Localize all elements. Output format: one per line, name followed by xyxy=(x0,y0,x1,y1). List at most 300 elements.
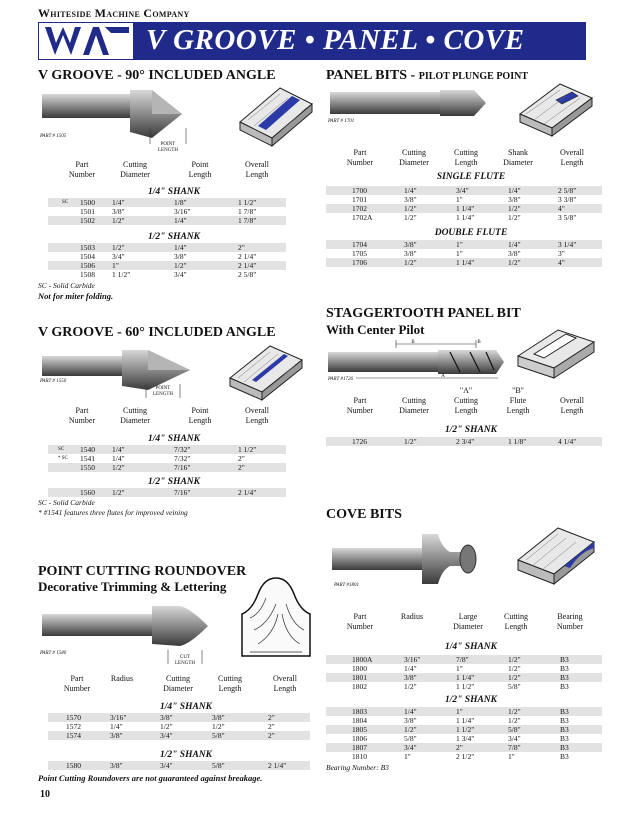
cove-cell-ld: 2" xyxy=(456,743,463,752)
pcr-cell-part: 1572 xyxy=(66,722,81,731)
stagger-cell-cd: 1/2" xyxy=(404,437,417,446)
stagger-title: STAGGERTOOTH PANEL BIT xyxy=(326,306,521,321)
table-row xyxy=(48,761,310,770)
vg90-cell-pl: 3/4" xyxy=(174,270,187,279)
vg60-cell-part: 1560 xyxy=(80,488,95,497)
cove-cell-cl: 3/4" xyxy=(508,734,521,743)
cove-cell-cl: 1/2" xyxy=(508,673,521,682)
company-logo xyxy=(38,22,134,60)
vg60-col-header-line: Number xyxy=(68,416,96,425)
stagger-col-header-line: "B" xyxy=(512,386,524,395)
stagger-col-header-line: Number xyxy=(346,406,374,415)
table-row xyxy=(326,707,602,716)
pcr-dim-label: CUT LENGTH xyxy=(175,655,195,666)
table-row xyxy=(326,655,602,664)
pcr-col-header-line: Cutting xyxy=(217,674,242,683)
page-number: 10 xyxy=(40,789,50,800)
table-row xyxy=(48,488,286,497)
vg90-cell-cd: 1/2" xyxy=(112,243,125,252)
cove-group-label: 1/4" SHANK xyxy=(445,642,497,652)
cove-cell-ld: 1 1/2" xyxy=(456,725,475,734)
vg90-col-header-line: Length xyxy=(245,170,269,179)
pcr-col-header xyxy=(154,674,202,694)
cove-cell-part: 1800 xyxy=(352,664,367,673)
vg90-cell-ol: 2 5/8" xyxy=(238,270,257,279)
vg90-note: Not for miter folding. xyxy=(38,291,114,301)
pcr-col-header xyxy=(260,674,310,694)
vg90-cell-pl: 3/8" xyxy=(174,252,187,261)
panel-cell-part: 1700 xyxy=(352,186,367,195)
panel-cell-cd: 3/8" xyxy=(404,240,417,249)
vg60-cell-part: 1541 xyxy=(80,454,95,463)
vg90-col-header-line: Part xyxy=(75,160,89,169)
table-row xyxy=(326,716,602,725)
page-title: V GROOVE • PANEL • COVE xyxy=(146,24,525,56)
vg60-col-header-line: Cutting xyxy=(122,406,147,415)
pcr-col-header xyxy=(102,674,142,684)
pcr-cell-r: 3/8" xyxy=(110,731,123,740)
panel-cell-cl: 1 1/4" xyxy=(456,258,475,267)
panel-bit-image xyxy=(328,86,488,122)
vg60-cell-pl: 7/16" xyxy=(174,463,191,472)
table-row xyxy=(48,445,286,454)
cove-cell-cl: 1" xyxy=(508,752,515,761)
title-banner xyxy=(38,22,586,60)
pcr-col-header-line: Radius xyxy=(110,674,134,683)
cove-cell-bn: B3 xyxy=(560,655,569,664)
cove-cell-part: 1806 xyxy=(352,734,367,743)
cove-cell-bn: B3 xyxy=(560,743,569,752)
vg90-cell-ol: 1 7/8" xyxy=(238,216,257,225)
vg90-cell-part: 1501 xyxy=(80,207,95,216)
table-row xyxy=(326,752,602,761)
cove-cell-ld: 1 1/4" xyxy=(456,716,475,725)
table-row xyxy=(326,204,602,213)
vg60-col-header xyxy=(178,406,222,426)
table-row xyxy=(326,682,602,691)
stagger-cell-ol: 4 1/4" xyxy=(558,437,577,446)
panel-col-header xyxy=(392,148,436,168)
cove-col-header xyxy=(496,612,536,632)
panel-col-header-line: Diameter xyxy=(503,158,533,167)
pcr-col-header-line: Length xyxy=(218,684,242,693)
vg60-cell-ol: 1 1/2" xyxy=(238,445,257,454)
cove-col-header-line: Length xyxy=(504,622,528,631)
panel-cell-sd: 3/8" xyxy=(508,249,521,258)
panel-col-header xyxy=(548,148,596,168)
panel-cell-part: 1705 xyxy=(352,249,367,258)
table-row xyxy=(326,743,602,752)
vg60-note: * #1541 features three flutes for improved veining xyxy=(38,508,188,517)
stagger-cell-b: 1 1/8" xyxy=(508,437,527,446)
cove-cell-bn: B3 xyxy=(560,673,569,682)
pcr-col-header xyxy=(62,674,92,694)
pcr-workpiece-image xyxy=(238,574,314,660)
pcr-subtitle: Decorative Trimming & Lettering xyxy=(38,579,227,594)
cove-note: Bearing Number: B3 xyxy=(326,763,389,772)
cove-cell-ld: 1 1/2" xyxy=(456,682,475,691)
panel-cell-sd: 1/2" xyxy=(508,258,521,267)
stagger-col-header-line: Diameter xyxy=(399,406,429,415)
vg90-col-header xyxy=(178,160,222,180)
stagger-col-header-line: Length xyxy=(454,406,478,415)
table-row xyxy=(326,664,602,673)
table-row xyxy=(48,252,286,261)
stagger-col-header xyxy=(444,386,488,416)
panel-workpiece-image xyxy=(516,78,596,142)
panel-cell-ol: 3 5/8" xyxy=(558,213,577,222)
panel-cell-cl: 1" xyxy=(456,240,463,249)
vg90-workpiece-image xyxy=(236,80,316,150)
vg90-cell-ol: 2 1/4" xyxy=(238,252,257,261)
table-row xyxy=(48,722,310,731)
vg90-col-header-line: Number xyxy=(68,170,96,179)
cove-cell-ld: 1 1/4" xyxy=(456,673,475,682)
cove-cell-ld: 1" xyxy=(456,707,463,716)
vg90-note: SC - Solid Carbide xyxy=(38,281,95,290)
vg60-col-header xyxy=(62,406,102,426)
cove-cell-part: 1802 xyxy=(352,682,367,691)
pcr-col-header-line: Number xyxy=(63,684,91,693)
vg90-cell-ol: 1 7/8" xyxy=(238,207,257,216)
vg90-group-label: 1/4" SHANK xyxy=(148,187,200,197)
vg90-cell-cd: 1" xyxy=(112,261,119,270)
cove-cell-cl: 5/8" xyxy=(508,725,521,734)
vg90-cell-part: 1508 xyxy=(80,270,95,279)
panel-col-header-line: Diameter xyxy=(399,158,429,167)
panel-cell-cl: 3/4" xyxy=(456,186,469,195)
cove-cell-r: 3/8" xyxy=(404,716,417,725)
stagger-col-header-line: Part xyxy=(353,396,367,405)
cove-cell-r: 1/2" xyxy=(404,725,417,734)
cove-col-header-line: Part xyxy=(353,612,367,621)
panel-cell-cl: 1 1/4" xyxy=(456,213,475,222)
cove-cell-bn: B3 xyxy=(560,752,569,761)
pcr-cell-part: 1574 xyxy=(66,731,81,740)
cove-workpiece-image xyxy=(514,522,598,588)
vg60-cell-ol: 2 1/4" xyxy=(238,488,257,497)
vg60-part-label: PART # 1550 xyxy=(40,379,67,384)
cove-title: COVE BITS xyxy=(326,507,402,522)
panel-cell-ol: 4" xyxy=(558,258,565,267)
panel-cell-sd: 3/8" xyxy=(508,195,521,204)
cove-col-header xyxy=(340,612,380,632)
cove-cell-cl: 7/8" xyxy=(508,743,521,752)
vg90-group-label: 1/2" SHANK xyxy=(148,232,200,242)
panel-cell-sd: 1/4" xyxy=(508,240,521,249)
vg60-col-header-line: Length xyxy=(188,416,212,425)
stagger-subtitle: With Center Pilot xyxy=(326,322,425,337)
pcr-group-label: 1/2" SHANK xyxy=(160,750,212,760)
vg60-group-label: 1/2" SHANK xyxy=(148,477,200,487)
panel-col-header xyxy=(444,148,488,168)
panel-cell-ol: 3 1/4" xyxy=(558,240,577,249)
cove-cell-ld: 1 3/4" xyxy=(456,734,475,743)
vg90-cell-part: 1500 xyxy=(80,198,95,207)
stagger-part-label: PART #1726 xyxy=(328,377,353,382)
vg90-cell-cd: 1/2" xyxy=(112,216,125,225)
stagger-dim-b2: B xyxy=(477,340,481,345)
vg90-title: V GROOVE - 90° INCLUDED ANGLE xyxy=(38,68,276,83)
stagger-col-header xyxy=(548,396,596,416)
vg60-col-header-line: Length xyxy=(245,416,269,425)
table-row xyxy=(326,240,602,249)
stagger-group-label: 1/2" SHANK xyxy=(445,425,497,435)
panel-cell-sd: 1/4" xyxy=(508,186,521,195)
cove-col-header xyxy=(392,612,432,622)
pcr-cell-r: 3/8" xyxy=(110,761,123,770)
panel-group-label: SINGLE FLUTE xyxy=(436,172,506,182)
vg90-cell-pl: 3/16" xyxy=(174,207,191,216)
panel-col-header-line: Length xyxy=(454,158,478,167)
panel-col-header-line: Length xyxy=(560,158,584,167)
vg90-col-header-line: Diameter xyxy=(120,170,150,179)
stagger-col-header-line: Overall xyxy=(560,396,584,405)
panel-cell-cd: 1/2" xyxy=(404,204,417,213)
pcr-part-label: PART # 1580 xyxy=(40,651,67,656)
vg90-col-header xyxy=(232,160,282,180)
panel-cell-ol: 4" xyxy=(558,204,565,213)
pcr-col-header-line: Diameter xyxy=(163,684,193,693)
vg60-col-header-line: Part xyxy=(75,406,89,415)
table-row xyxy=(48,463,286,472)
panel-cell-ol: 2 5/8" xyxy=(558,186,577,195)
panel-col-header-line: Cutting xyxy=(401,148,426,157)
company-name: Whiteside Machine Company xyxy=(38,6,190,20)
stagger-col-header xyxy=(496,386,540,416)
vg90-cell-pl: 1/4" xyxy=(174,243,187,252)
table-row xyxy=(48,243,286,252)
table-row xyxy=(48,198,286,207)
vg90-cell-pl: 1/2" xyxy=(174,261,187,270)
panel-cell-sd: 1/2" xyxy=(508,204,521,213)
vg90-col-header xyxy=(62,160,102,180)
stagger-cell-a: 2 3/4" xyxy=(456,437,475,446)
cove-cell-part: 1810 xyxy=(352,752,367,761)
pcr-col-header-line: Part xyxy=(70,674,84,683)
pcr-cell-cl: 3/8" xyxy=(212,713,225,722)
table-row xyxy=(326,195,602,204)
panel-cell-cd: 3/8" xyxy=(404,195,417,204)
vg90-cell-cd: 1/4" xyxy=(112,198,125,207)
panel-col-header-line: Part xyxy=(353,148,367,157)
panel-part-label: PART # 1701 xyxy=(328,119,355,124)
panel-cell-ol: 3" xyxy=(558,249,565,258)
vg60-cell-sc: SC xyxy=(58,447,65,452)
vg60-col-header-line: Overall xyxy=(245,406,269,415)
cove-cell-r: 1/2" xyxy=(404,682,417,691)
panel-cell-part: 1706 xyxy=(352,258,367,267)
panel-col-header-line: Overall xyxy=(560,148,584,157)
panel-col-header-line: Cutting xyxy=(453,148,478,157)
panel-cell-cd: 1/2" xyxy=(404,213,417,222)
cove-cell-cl: 5/8" xyxy=(508,682,521,691)
vg60-group-label: 1/4" SHANK xyxy=(148,434,200,444)
panel-group-label: DOUBLE FLUTE xyxy=(434,228,508,238)
pcr-group-label: 1/4" SHANK xyxy=(160,702,212,712)
table-row xyxy=(326,213,602,222)
vg60-cell-part: 1550 xyxy=(80,463,95,472)
pcr-cell-cd: 3/4" xyxy=(160,731,173,740)
table-row xyxy=(48,261,286,270)
cove-group-label: 1/2" SHANK xyxy=(445,695,497,705)
panel-cell-cl: 1 1/4" xyxy=(456,204,475,213)
cove-cell-cl: 1/2" xyxy=(508,707,521,716)
pcr-cell-cl: 1/2" xyxy=(212,722,225,731)
panel-cell-part: 1702 xyxy=(352,204,367,213)
pcr-cell-cd: 3/4" xyxy=(160,761,173,770)
table-row xyxy=(48,207,286,216)
vg60-title: V GROOVE - 60° INCLUDED ANGLE xyxy=(38,325,276,340)
cove-cell-part: 1807 xyxy=(352,743,367,752)
vg60-cell-pl: 7/32" xyxy=(174,454,191,463)
vg90-cell-pl: 1/8" xyxy=(174,198,187,207)
vg60-cell-cd: 1/4" xyxy=(112,445,125,454)
vg90-cell-part: 1506 xyxy=(80,261,95,270)
table-row xyxy=(326,186,602,195)
vg90-part-label: PART # 1505 xyxy=(40,134,67,139)
table-row xyxy=(48,713,310,722)
cove-part-label: PART #1801 xyxy=(334,583,359,588)
table-row xyxy=(326,673,602,682)
table-row xyxy=(326,249,602,258)
cove-cell-cl: 1/2" xyxy=(508,716,521,725)
vg90-col-header xyxy=(110,160,160,180)
vg60-cell-cd: 1/4" xyxy=(112,454,125,463)
cove-cell-r: 3/4" xyxy=(404,743,417,752)
vg90-cell-part: 1504 xyxy=(80,252,95,261)
cove-cell-cl: 1/2" xyxy=(508,664,521,673)
table-row xyxy=(326,437,602,446)
vg60-dim-label: POINT LENGTH xyxy=(153,386,173,397)
pcr-cell-cd: 1/2" xyxy=(160,722,173,731)
vg90-col-header-line: Point xyxy=(191,160,209,169)
cove-cell-part: 1803 xyxy=(352,707,367,716)
stagger-col-header-line: "A" xyxy=(459,386,473,395)
pcr-col-header-line: Length xyxy=(273,684,297,693)
pcr-title: POINT CUTTING ROUNDOVER xyxy=(38,564,247,579)
panel-cell-cd: 1/2" xyxy=(404,258,417,267)
cove-col-header-line: Number xyxy=(346,622,374,631)
table-row xyxy=(326,258,602,267)
cove-cell-r: 3/16" xyxy=(404,655,421,664)
cove-cell-ld: 7/8" xyxy=(456,655,469,664)
cove-col-header-line: Large xyxy=(458,612,478,621)
panel-cell-part: 1701 xyxy=(352,195,367,204)
panel-title: PANEL BITS - PILOT PLUNGE POINT xyxy=(326,68,528,83)
cove-col-header-line: Radius xyxy=(400,612,424,621)
pcr-bit-image xyxy=(40,600,210,654)
panel-cell-part: 1704 xyxy=(352,240,367,249)
vg60-cell-sc: * SC xyxy=(58,456,68,461)
cove-cell-ld: 2 1/2" xyxy=(456,752,475,761)
vg60-cell-part: 1540 xyxy=(80,445,95,454)
cove-cell-r: 3/8" xyxy=(404,673,417,682)
vg90-cell-ol: 1 1/2" xyxy=(238,198,257,207)
cove-cell-bn: B3 xyxy=(560,725,569,734)
pcr-col-header-line: Overall xyxy=(273,674,297,683)
cove-col-header-line: Diameter xyxy=(453,622,483,631)
vg60-col-header xyxy=(110,406,160,426)
pcr-cell-ol: 2 1/4" xyxy=(268,761,287,770)
vg90-cell-sc: SC xyxy=(62,200,69,205)
stagger-bit-image xyxy=(326,340,506,380)
cove-col-header xyxy=(444,612,492,632)
cove-cell-part: 1805 xyxy=(352,725,367,734)
vg60-note: SC - Solid Carbide xyxy=(38,498,95,507)
panel-col-header-line: Number xyxy=(346,158,374,167)
panel-col-header xyxy=(496,148,540,168)
panel-cell-cl: 1" xyxy=(456,249,463,258)
table-row xyxy=(48,731,310,740)
stagger-col-header xyxy=(392,396,436,416)
pcr-cell-part: 1570 xyxy=(66,713,81,722)
vg60-col-header-line: Diameter xyxy=(120,416,150,425)
stagger-col-header-line: Cutting xyxy=(453,396,478,405)
stagger-dim-b1: B xyxy=(411,340,415,345)
panel-col-header-line: Shank xyxy=(508,148,528,157)
stagger-col-header-line: Flute xyxy=(509,396,527,405)
pcr-cell-ol: 2" xyxy=(268,731,275,740)
panel-cell-sd: 1/2" xyxy=(508,213,521,222)
vg90-dim-label: POINT LENGTH xyxy=(158,142,178,153)
stagger-col-header-line: Cutting xyxy=(401,396,426,405)
cove-cell-part: 1804 xyxy=(352,716,367,725)
pcr-cell-r: 1/4" xyxy=(110,722,123,731)
vg60-workpiece-image xyxy=(226,338,306,404)
table-row xyxy=(48,216,286,225)
vg60-col-header xyxy=(232,406,282,426)
cove-col-header xyxy=(546,612,594,632)
table-row xyxy=(48,270,286,279)
pcr-cell-r: 3/16" xyxy=(110,713,127,722)
table-row xyxy=(48,454,286,463)
pcr-cell-cl: 5/8" xyxy=(212,761,225,770)
cove-cell-r: 1" xyxy=(404,752,411,761)
pcr-cell-ol: 2" xyxy=(268,713,275,722)
pcr-cell-ol: 2" xyxy=(268,722,275,731)
vg90-cell-part: 1503 xyxy=(80,243,95,252)
stagger-dim-a: A xyxy=(441,374,445,379)
pcr-cell-cl: 5/8" xyxy=(212,731,225,740)
panel-cell-cl: 1" xyxy=(456,195,463,204)
cove-cell-bn: B3 xyxy=(560,664,569,673)
cove-cell-bn: B3 xyxy=(560,707,569,716)
panel-cell-part: 1702A xyxy=(352,213,373,222)
stagger-cell-part: 1726 xyxy=(352,437,367,446)
cove-cell-bn: B3 xyxy=(560,716,569,725)
cove-cell-bn: B3 xyxy=(560,734,569,743)
vg90-cell-cd: 1 1/2" xyxy=(112,270,131,279)
cove-cell-r: 1/4" xyxy=(404,707,417,716)
panel-cell-cd: 1/4" xyxy=(404,186,417,195)
pcr-cell-cd: 3/8" xyxy=(160,713,173,722)
cove-cell-part: 1800A xyxy=(352,655,373,664)
panel-title-sub: PILOT PLUNGE POINT xyxy=(418,71,528,82)
cove-col-header-line: Cutting xyxy=(503,612,528,621)
cove-cell-r: 5/8" xyxy=(404,734,417,743)
pcr-col-header xyxy=(210,674,250,694)
vg60-cell-pl: 7/16" xyxy=(174,488,191,497)
cove-col-header-line: Bearing xyxy=(557,612,583,621)
vg90-cell-ol: 2 1/4" xyxy=(238,261,257,270)
vg90-cell-part: 1502 xyxy=(80,216,95,225)
cove-cell-part: 1801 xyxy=(352,673,367,682)
vg90-col-header-line: Length xyxy=(188,170,212,179)
vg60-cell-ol: 2" xyxy=(238,463,245,472)
cove-col-header-line: Number xyxy=(556,622,584,631)
vg60-cell-cd: 1/2" xyxy=(112,488,125,497)
